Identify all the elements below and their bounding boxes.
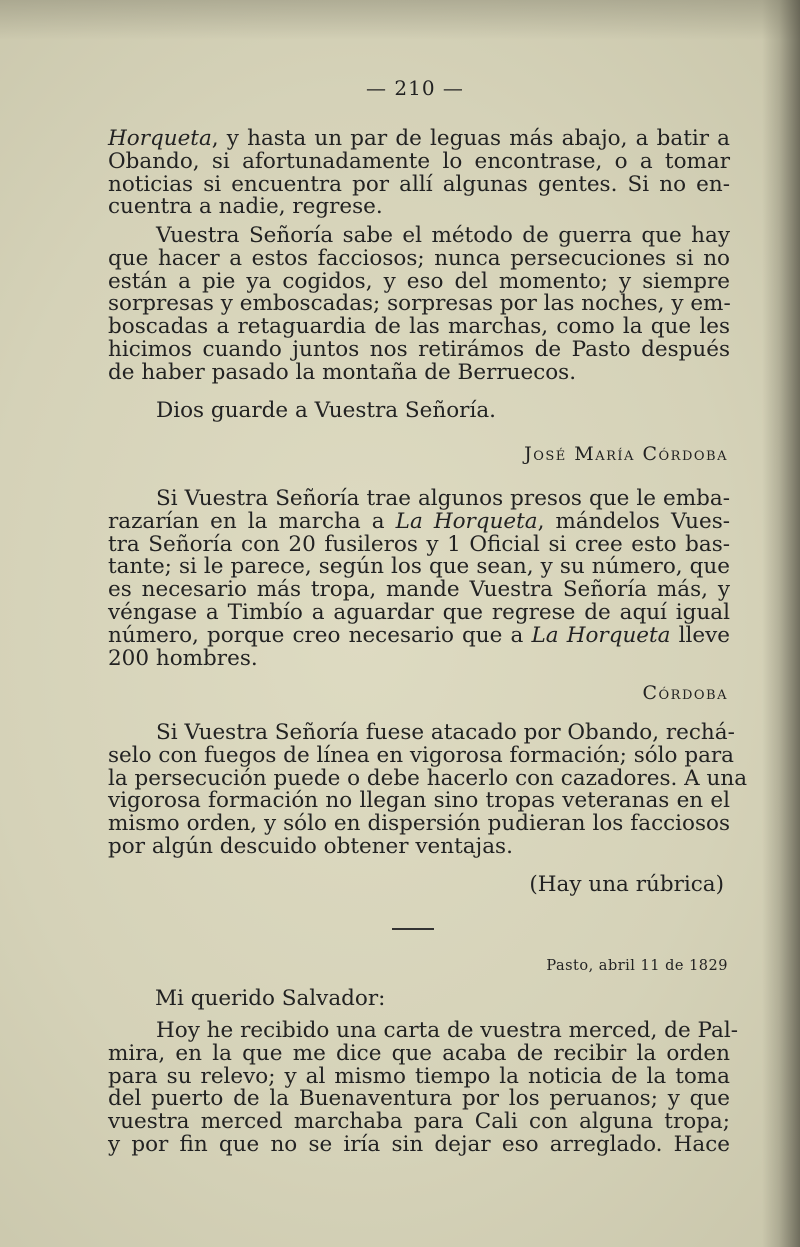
text-line: y por fin que no se iría sin dejar eso arreglado. Hace (108, 1131, 730, 1157)
text-line: sorpresas y emboscadas; sorpresas por las noches, y em- (108, 291, 731, 317)
text-line: que hacer a estos facciosos; nunca persecuciones si no (108, 245, 730, 271)
paragraph-3 (108, 488, 730, 670)
text-line: del puerto de la Buenaventura por los peruanos; y que (108, 1086, 730, 1112)
text-line: tra Señoría con 20 fusileros y 1 Oficial si cree esto bas- (108, 531, 730, 557)
text-line: tante; si le parece, según los que sean, y su número, que (108, 554, 730, 580)
text-line: vigorosa formación no llegan sino tropas veteranas en el (108, 788, 730, 814)
paragraph-2 (108, 225, 730, 385)
italic-title: La Horqueta (531, 622, 671, 648)
text-line: Obando, si afortunadamente lo encontrase, o a tomar (108, 148, 730, 174)
text-line: noticias si encuentra por allí algunas gentes. Si no en- (108, 171, 730, 197)
paragraph-5 (108, 1018, 738, 1157)
text-line: Horqueta, y hasta un par de leguas más abajo, a batir a (108, 126, 730, 151)
text-line: Dios guarde a Vuestra Señoría. (156, 398, 496, 423)
text-line: Hoy he recibido una carta de vuestra merced, de Pal- (156, 1018, 738, 1043)
text-line: razarían en la marcha a La Horqueta, mándelos Vues- (108, 508, 730, 534)
text-line: cuentra a nadie, regrese. (108, 194, 383, 220)
text-line: mismo orden, y sólo en dispersión pudieran los facciosos (108, 811, 730, 837)
text-line: es necesario más tropa, mande Vuestra Señoría más, y (108, 577, 730, 603)
signature-cordoba: Córdoba (642, 682, 728, 704)
salutation: Mi querido Salvador: (155, 986, 386, 1011)
text-line: hicimos cuando juntos nos retirámos de Pasto después (108, 336, 730, 362)
text-line: están a pie ya cogidos, y eso del momento; y siempre (108, 268, 730, 294)
letter-date: Pasto, abril 11 de 1829 (546, 958, 728, 974)
text-line: número, porque creo necesario que a La Horqueta lleve (108, 622, 730, 648)
text-line: boscadas a retaguardia de las marchas, como la que les (108, 314, 730, 340)
text-line: por algún descuido obtener ventajas. (108, 833, 513, 859)
section-divider (392, 928, 434, 930)
page-number: — 210 — (366, 76, 464, 100)
text-line: vuestra merced marchaba para Cali con alguna tropa; (108, 1109, 730, 1135)
text-line: para su relevo; y al mismo tiempo la noticia de la toma (108, 1063, 730, 1089)
text-line: véngase a Timbío a aguardar que regrese de aquí igual (108, 599, 730, 625)
italic-title: La Horqueta (395, 508, 538, 534)
paragraph-1 (108, 128, 730, 219)
text-line: de haber pasado la montaña de Berruecos. (108, 359, 577, 385)
page-shadow-right (762, 0, 800, 1247)
italic-title: Horqueta (108, 126, 212, 151)
rubrica-note: (Hay una rúbrica) (529, 872, 724, 897)
text-line: la persecución puede o debe hacerlo con cazadores. A una (108, 765, 748, 791)
closing-formula (108, 400, 730, 423)
text-line: Vuestra Señoría sabe el método de guerra que hay (156, 223, 730, 248)
signature-cordoba-full: José María Córdoba (524, 443, 728, 465)
text-line: Si Vuestra Señoría trae algunos presos que le emba- (156, 486, 730, 511)
text-line: Si Vuestra Señoría fuese atacado por Obando, rechá- (156, 720, 735, 745)
page-shadow-top (0, 0, 800, 40)
paragraph-4 (108, 720, 748, 859)
text-line: mira, en la que me dice que acaba de recibir la orden (108, 1040, 730, 1066)
text-line: 200 hombres. (108, 645, 258, 671)
text-line: selo con fuegos de línea en vigorosa formación; sólo para (108, 742, 734, 768)
